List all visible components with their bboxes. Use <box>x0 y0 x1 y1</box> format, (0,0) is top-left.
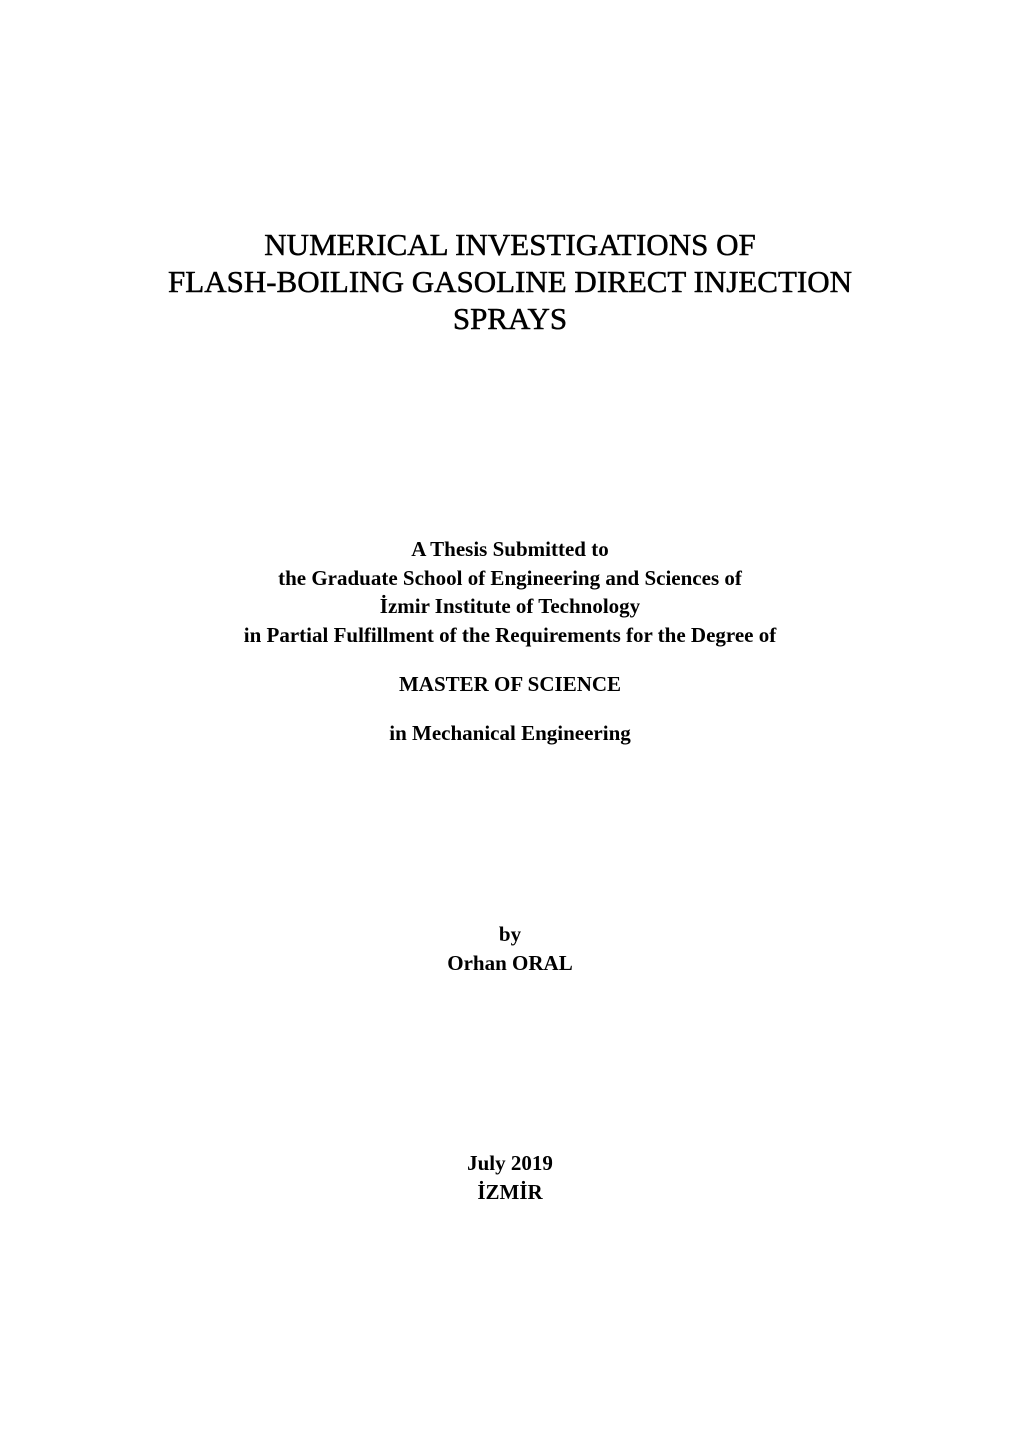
degree-name <box>0 670 1020 698</box>
submission-date: July 2019 <box>467 1151 553 1175</box>
degree-field <box>0 719 1020 747</box>
submission-line-4: in Partial Fulfillment of the Requirements for the Degree of <box>243 622 777 647</box>
field-text: in Mechanical Engineering <box>389 721 631 745</box>
author-block <box>0 920 1020 978</box>
author-by: by <box>498 922 522 946</box>
title-line-3: SPRAYS <box>452 301 568 336</box>
degree-text: MASTER OF SCIENCE <box>398 672 622 696</box>
submission-line-1: A Thesis Submitted to <box>411 537 609 561</box>
title-line-2: FLASH-BOILING GASOLINE DIRECT INJECTION <box>168 264 852 299</box>
author-name: Orhan ORAL <box>447 951 573 975</box>
submission-line-3: İzmir Institute of Technology <box>379 594 641 618</box>
submission-place: İZMİR <box>477 1180 543 1204</box>
thesis-title <box>0 226 1020 337</box>
submission-line-2: the Graduate School of Engineering and Sciences of <box>278 565 742 590</box>
title-line-1: NUMERICAL INVESTIGATIONS OF <box>264 227 756 262</box>
date-place-block <box>0 1149 1020 1207</box>
submission-statement <box>0 535 1020 649</box>
